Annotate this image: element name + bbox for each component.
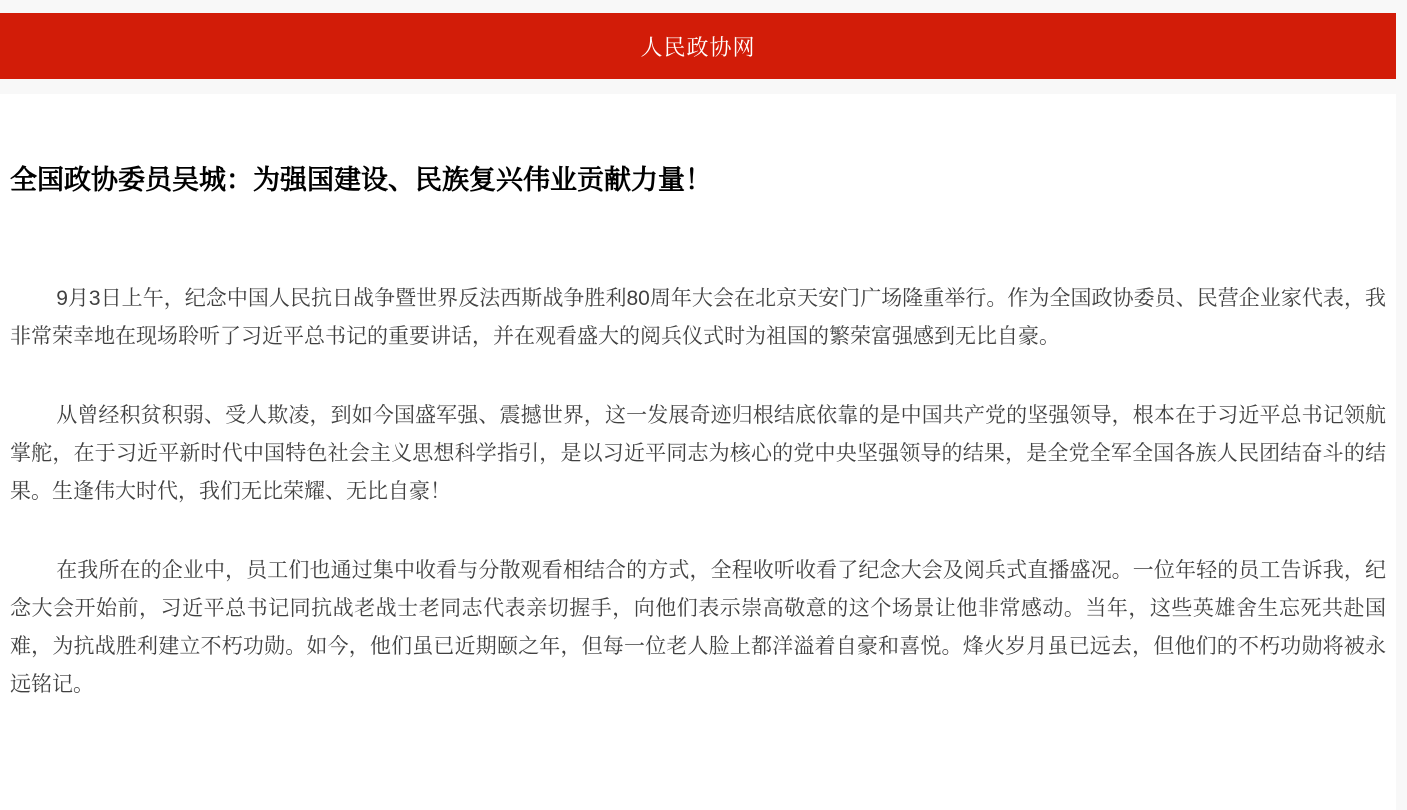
article-headline: 全国政协委员吴城：为强国建设、民族复兴伟业贡献力量！ <box>10 165 712 195</box>
article-paragraph-1: 9月3日上午，纪念中国人民抗日战争暨世界反法西斯战争胜利80周年大会在北京天安门广场隆重举行。作为全国政协委员、民营企业家代表，我非常荣幸地在现场聆听了习近平总书记的重要讲话，并在观看盛大的阅兵仪式时为祖国的繁荣富强感到无比自豪。 <box>10 287 1386 348</box>
article-body <box>10 280 1386 704</box>
article-paragraph-3: 在我所在的企业中，员工们也通过集中收看与分散观看相结合的方式，全程收听收看了纪念大会及阅兵式直播盛况。一位年轻的员工告诉我，纪念大会开始前，习近平总书记同抗战老战士老同志代表亲切握手，向他们表示崇高敬意的这个场景让他非常感动。当年，这些英雄舍生忘死共赴国难，为抗战胜利建立不朽功勋。如今，他们虽已近期颐之年，但每一位老人脸上都洋溢着自豪和喜悦。烽火岁月虽已远去，但他们的不朽功勋将被永远铭记。 <box>10 559 1386 696</box>
site-title[interactable]: 人民政协网 <box>640 34 756 60</box>
article-paragraph-2: 从曾经积贫积弱、受人欺凌，到如今国盛军强、震撼世界，这一发展奇迹归根结底依靠的是中国共产党的坚强领导，根本在于习近平总书记领航掌舵，在于习近平新时代中国特色社会主义思想科学指引，是以习近平同志为核心的党中央坚强领导的结果，是全党全军全国各族人民团结奋斗的结果。生逢伟大时代，我们无比荣耀、无比自豪！ <box>10 404 1386 503</box>
article-panel <box>0 94 1396 810</box>
site-header-banner <box>0 13 1396 79</box>
